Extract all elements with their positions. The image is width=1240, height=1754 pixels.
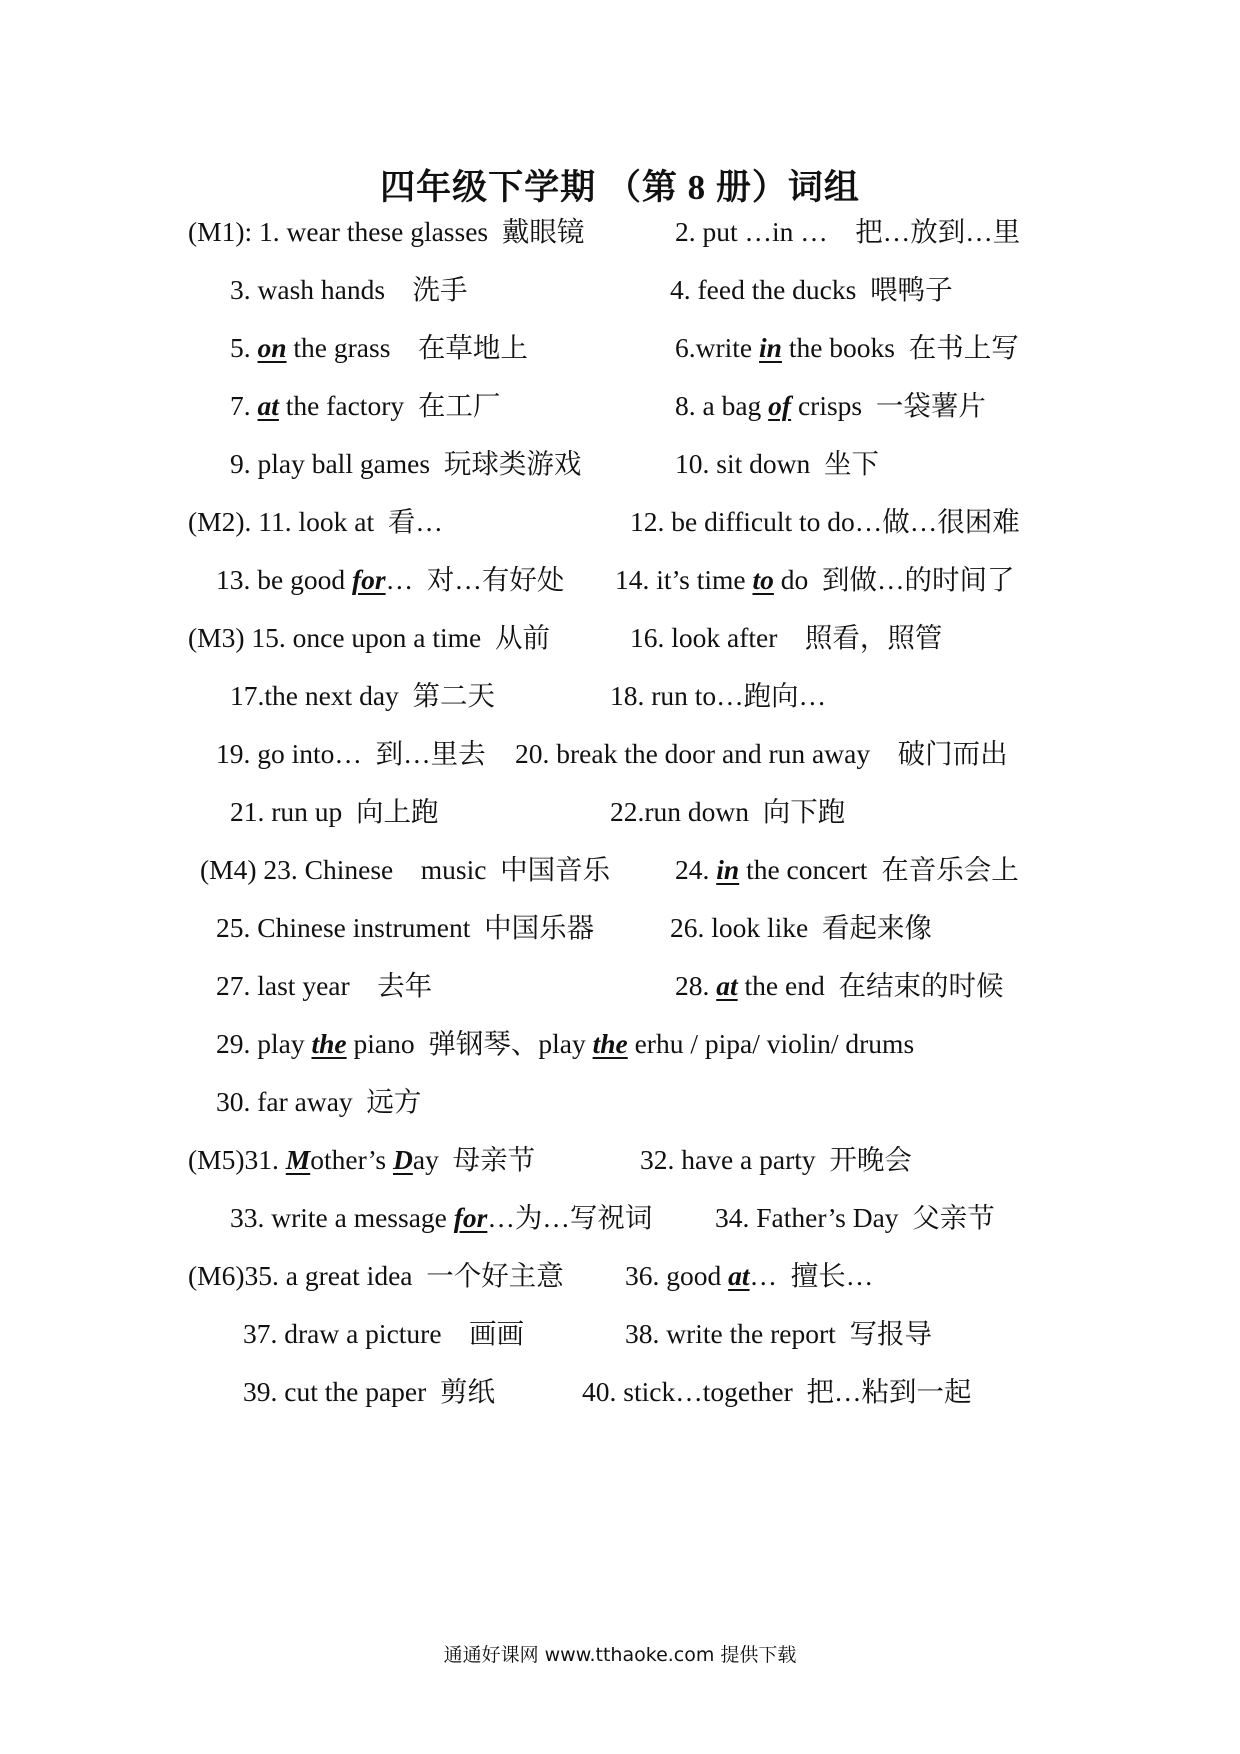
phrase-text: erhu / pipa/ violin/ drums (627, 1028, 915, 1059)
page-title: 四年级下学期 （第 8 册）词组 (380, 168, 860, 207)
phrase-text: 32. have a party 开晚会 (640, 1144, 912, 1175)
phrase-text: 24. (675, 854, 717, 885)
phrase-item (582, 1374, 972, 1410)
phrase-text: 12. be difficult to do…做…很困难 (630, 506, 1020, 537)
phrase-item (675, 968, 1003, 1004)
phrase-text: (M4) 23. Chinese music 中国音乐 (200, 854, 611, 885)
phrase-text: 34. Father’s Day 父亲节 (715, 1202, 995, 1233)
phrase-text: 16. look after 照看，照管 (630, 622, 943, 653)
phrase-text: the concert 在音乐会上 (739, 854, 1019, 885)
phrase-text: 7. (230, 390, 258, 421)
phrase-text: 38. write the report 写报导 (625, 1318, 933, 1349)
highlighted-word: for (453, 1202, 488, 1233)
phrase-text: 8. a bag (675, 390, 769, 421)
phrase-text: (M1): 1. wear these glasses 戴眼镜 (188, 216, 585, 247)
phrase-text: do 到做…的时间了 (773, 564, 1015, 595)
phrase-item (188, 620, 550, 656)
phrase-item (675, 214, 1020, 250)
phrase-item (630, 504, 1020, 540)
phrase-text: 39. cut the paper 剪纸 (243, 1376, 496, 1407)
phrase-item (675, 388, 986, 424)
phrase-item (675, 852, 1019, 888)
phrase-item (230, 678, 495, 714)
phrase-text: 20. break the door and run away 破门而出 (515, 738, 1008, 769)
phrase-item (188, 214, 584, 250)
phrase-item (216, 968, 432, 1004)
phrase-text: 37. draw a picture 画画 (243, 1318, 525, 1349)
phrase-text: other’s (310, 1144, 393, 1175)
highlighted-word: at (257, 390, 279, 421)
phrase-item (188, 1258, 564, 1294)
phrase-text: 36. good (625, 1260, 729, 1291)
phrase-text: 27. last year 去年 (216, 970, 433, 1001)
phrase-item (230, 272, 468, 308)
phrase-item (715, 1200, 995, 1236)
phrase-text: 5. (230, 332, 258, 363)
phrase-text: 25. Chinese instrument 中国乐器 (216, 912, 595, 943)
phrase-item (625, 1258, 873, 1294)
phrase-item (610, 678, 826, 714)
phrase-text: the grass 在草地上 (286, 332, 528, 363)
phrase-text: 19. go into… 到…里去 (216, 738, 486, 769)
phrase-item (216, 1084, 421, 1120)
phrase-item (230, 1200, 652, 1236)
phrase-text: ay 母亲节 (412, 1144, 536, 1175)
phrase-text: 2. put …in … 把…放到…里 (675, 216, 1021, 247)
phrase-text: 18. run to…跑向… (610, 680, 827, 711)
phrase-text: 3. wash hands 洗手 (230, 274, 468, 305)
highlighted-word: of (768, 390, 792, 421)
phrase-text: 33. write a message (230, 1202, 454, 1233)
highlighted-word: in (759, 332, 782, 363)
phrase-item (243, 1374, 495, 1410)
phrase-item (230, 330, 528, 366)
phrase-text: 4. feed the ducks 喂鸭子 (670, 274, 953, 305)
footer-text: 通通好课网 www.tthaoke.com 提供下载 (443, 1644, 797, 1666)
phrase-item (640, 1142, 912, 1178)
highlighted-word: to (752, 564, 774, 595)
phrase-text: … 对…有好处 (385, 564, 565, 595)
phrase-text: (M6)35. a great idea 一个好主意 (188, 1260, 564, 1291)
phrase-item (230, 446, 581, 482)
phrase-text: 26. look like 看起来像 (670, 912, 933, 943)
phrase-text: the end 在结束的时候 (737, 970, 1004, 1001)
phrase-text: piano 弹钢琴、play (346, 1028, 593, 1059)
phrase-text: 30. far away 远方 (216, 1086, 422, 1117)
phrase-text: 6.write (675, 332, 760, 363)
phrase-item (188, 1142, 535, 1178)
phrase-text: 9. play ball games 玩球类游戏 (230, 448, 582, 479)
phrase-text: (M5)31. (188, 1144, 286, 1175)
phrase-item (216, 736, 486, 772)
phrase-text: 22.run down 向下跑 (610, 796, 846, 827)
phrase-text: …为…写祝词 (487, 1202, 653, 1233)
phrase-item (675, 446, 879, 482)
phrase-text: 28. (675, 970, 717, 1001)
phrase-text: the factory 在工厂 (278, 390, 501, 421)
highlighted-word: the (311, 1028, 347, 1059)
phrase-text: 40. stick…together 把…粘到一起 (582, 1376, 972, 1407)
phrase-text: crisps 一袋薯片 (791, 390, 986, 421)
phrase-text: … 擅长… (749, 1260, 874, 1291)
phrase-item (216, 1026, 914, 1062)
phrase-item (615, 562, 1015, 598)
highlighted-word: at (728, 1260, 750, 1291)
phrase-item (610, 794, 845, 830)
phrase-text: 10. sit down 坐下 (675, 448, 879, 479)
phrase-text: the books 在书上写 (781, 332, 1019, 363)
phrase-text: 13. be good (216, 564, 352, 595)
phrase-item (230, 794, 439, 830)
phrase-item (200, 852, 610, 888)
highlighted-word: on (257, 332, 287, 363)
phrase-item (188, 504, 443, 540)
phrase-text: (M2). 11. look at 看… (188, 506, 443, 537)
phrase-text: 21. run up 向上跑 (230, 796, 439, 827)
highlighted-word: the (592, 1028, 628, 1059)
phrase-item (216, 562, 564, 598)
phrase-text: 17.the next day 第二天 (230, 680, 496, 711)
phrase-text: 29. play (216, 1028, 312, 1059)
phrase-text: 14. it’s time (615, 564, 753, 595)
phrase-item (670, 272, 953, 308)
highlighted-word: in (716, 854, 740, 885)
phrase-item (243, 1316, 524, 1352)
highlighted-word: M (285, 1144, 311, 1175)
phrase-item (625, 1316, 932, 1352)
highlighted-word: for (351, 564, 386, 595)
phrase-item (230, 388, 500, 424)
highlighted-word: D (392, 1144, 413, 1175)
phrase-item (515, 736, 1008, 772)
phrase-item (216, 910, 594, 946)
phrase-item (630, 620, 942, 656)
highlighted-word: at (716, 970, 738, 1001)
phrase-item (670, 910, 932, 946)
phrase-text: (M3) 15. once upon a time 从前 (188, 622, 551, 653)
phrase-item (675, 330, 1019, 366)
